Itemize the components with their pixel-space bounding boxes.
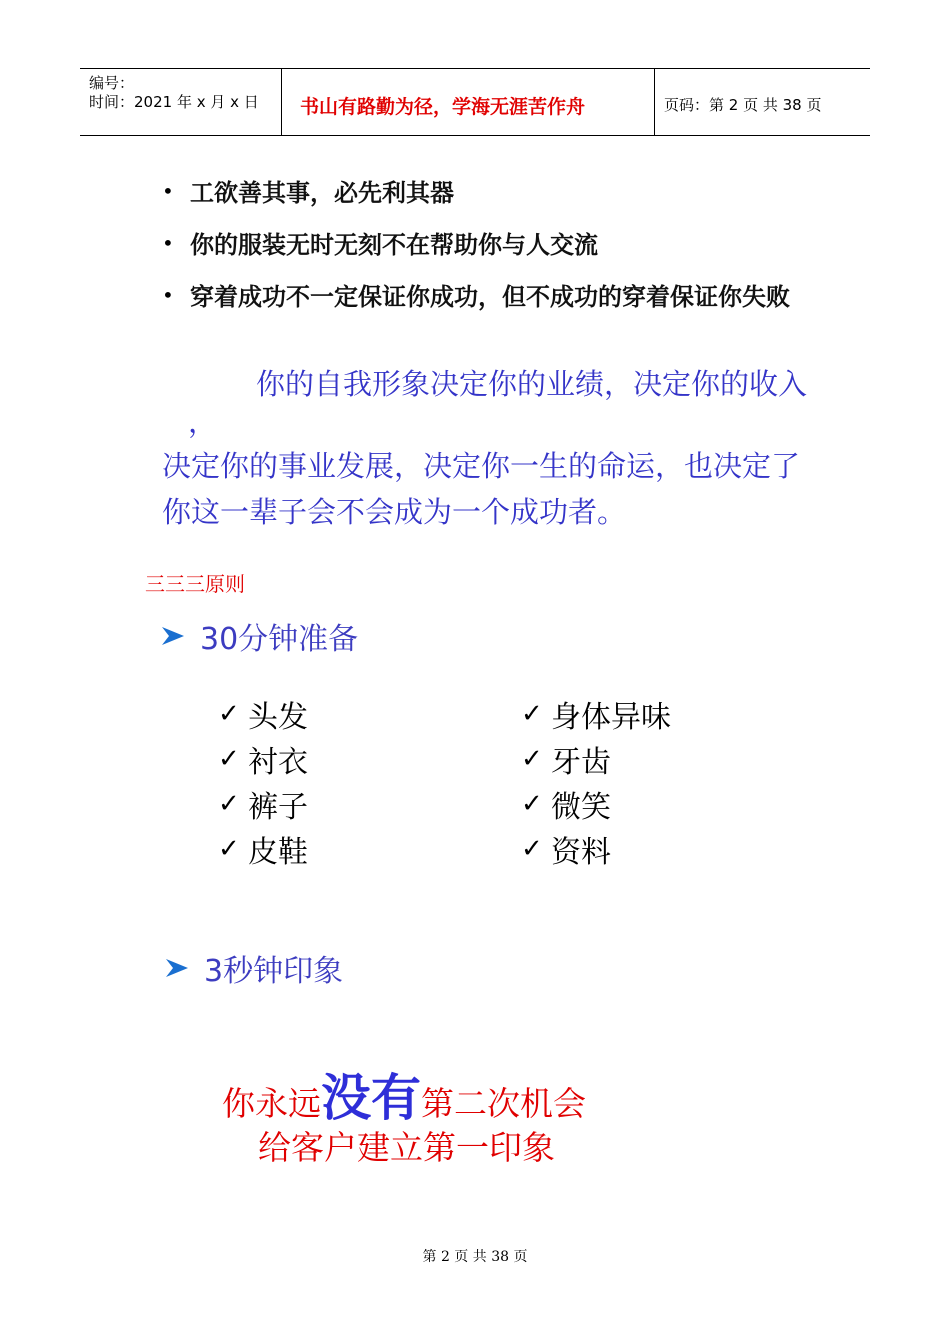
arrow-right-icon — [160, 625, 186, 647]
header-motto: 书山有路勤为径，学海无涯苦作舟 — [300, 96, 586, 118]
header-divider-left — [281, 68, 282, 136]
bullet-item — [162, 225, 598, 260]
check-mark-icon: ✓ — [521, 834, 543, 864]
check-mark-icon: ✓ — [521, 789, 543, 819]
section-title: 30分钟准备 — [200, 622, 359, 657]
bullet-dot-icon: • — [162, 282, 174, 307]
checklist-item — [218, 692, 308, 736]
header-divider-right — [654, 68, 655, 136]
check-mark-icon: ✓ — [218, 789, 240, 819]
checklist-label: 微笑 — [551, 790, 611, 825]
section-30-minutes — [160, 614, 358, 658]
closing-part-1: 你永远 — [222, 1084, 321, 1123]
checklist-item — [521, 692, 671, 736]
checklist-label: 衬衣 — [248, 745, 308, 780]
closing-line-1 — [222, 1058, 586, 1130]
header-page-info: 页码：第 2 页 共 38 页 — [664, 96, 822, 114]
checklist-item — [218, 737, 308, 781]
principle-heading: 三三三原则 — [145, 572, 245, 596]
header-top-border — [80, 68, 870, 69]
section-3-seconds — [164, 946, 343, 990]
check-mark-icon: ✓ — [521, 699, 543, 729]
quote-line-4: 你这一辈子会不会成为一个成功者。 — [162, 495, 627, 529]
bullet-text: 工欲善其事，必先利其器 — [190, 178, 454, 207]
check-mark-icon: ✓ — [218, 699, 240, 729]
checklist-label: 资料 — [551, 835, 611, 870]
bullet-dot-icon: • — [162, 230, 174, 255]
check-mark-icon: ✓ — [218, 834, 240, 864]
checklist-item — [218, 782, 308, 826]
closing-emphasis: 没有 — [321, 1069, 421, 1127]
bullet-dot-icon: • — [162, 178, 174, 203]
page-footer: 第 2 页 共 38 页 — [422, 1249, 528, 1265]
quote-line-2: ， — [188, 405, 218, 439]
closing-line-2: 给客户建立第一印象 — [258, 1128, 555, 1167]
checklist-label: 皮鞋 — [248, 835, 308, 870]
bullet-item — [162, 277, 790, 312]
checklist-item — [521, 737, 611, 781]
quote-line-3: 决定你的事业发展，决定你一生的命运，也决定了 — [162, 449, 801, 483]
bullet-item — [162, 173, 454, 208]
checklist-label: 身体异味 — [551, 700, 671, 735]
closing-part-2: 第二次机会 — [421, 1084, 586, 1123]
checklist-label: 头发 — [248, 700, 308, 735]
section-title: 3秒钟印象 — [204, 954, 344, 989]
header-number-label: 编号： — [89, 74, 135, 92]
check-mark-icon: ✓ — [521, 744, 543, 774]
header-bottom-border — [80, 135, 870, 136]
arrow-right-icon — [164, 957, 190, 979]
checklist-item — [521, 827, 611, 871]
bullet-text: 你的服装无时无刻不在帮助你与人交流 — [190, 230, 598, 259]
checklist-label: 牙齿 — [551, 745, 611, 780]
quote-line-1: 你的自我形象决定你的业绩，决定你的收入 — [256, 367, 808, 401]
checklist-item — [521, 782, 611, 826]
check-mark-icon: ✓ — [218, 744, 240, 774]
header-time-label: 时间：2021 年 x 月 x 日 — [89, 93, 259, 111]
bullet-text: 穿着成功不一定保证你成功，但不成功的穿着保证你失败 — [190, 282, 790, 311]
checklist-label: 裤子 — [248, 790, 308, 825]
checklist-item — [218, 827, 308, 871]
